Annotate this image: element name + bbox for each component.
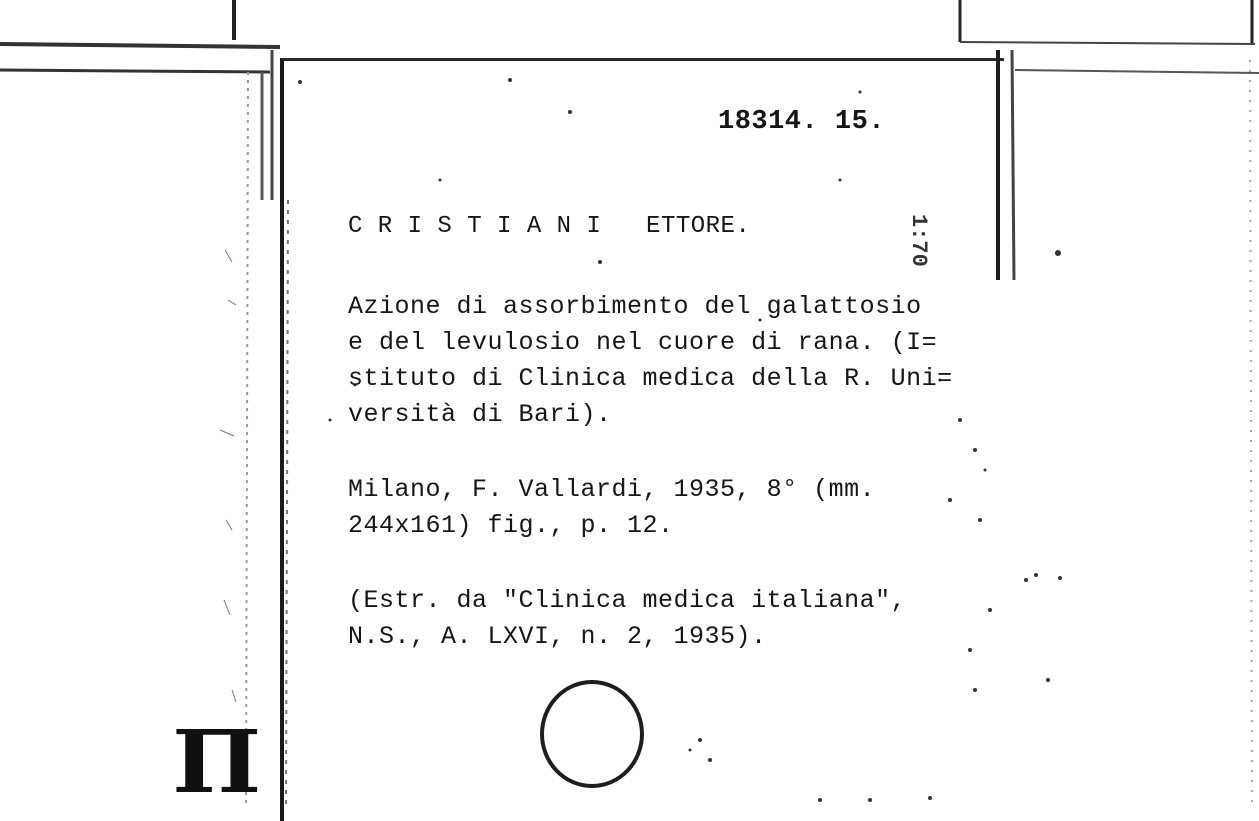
card-punch-hole xyxy=(540,680,644,788)
title-line-2: e del levulosio nel cuore di rana. (I= xyxy=(348,328,938,357)
catalog-number: 18314. 15. xyxy=(718,107,886,137)
title-line-1: Azione di assorbimento del galattosio xyxy=(348,292,922,321)
series-line-2: N.S., A. LXVI, n. 2, 1935). xyxy=(348,622,767,651)
card-right-edge xyxy=(996,50,1000,280)
imprint-line-1: Milano, F. Vallardi, 1935, 8° (mm. xyxy=(348,475,876,504)
catalog-card xyxy=(280,58,1004,821)
imprint-line-2: 244x161) fig., p. 12. xyxy=(348,511,674,540)
side-stamp: 1:70 xyxy=(906,214,931,267)
margin-glyph: Π xyxy=(171,712,262,813)
title-line-4: versità di Bari). xyxy=(348,400,612,429)
series-line-1: (Estr. da "Clinica medica italiana", xyxy=(348,586,907,615)
author-heading: C R I S T I A N I ETTORE. xyxy=(348,213,751,240)
title-line-3: stituto di Clinica medica della R. Uni= xyxy=(348,364,953,393)
